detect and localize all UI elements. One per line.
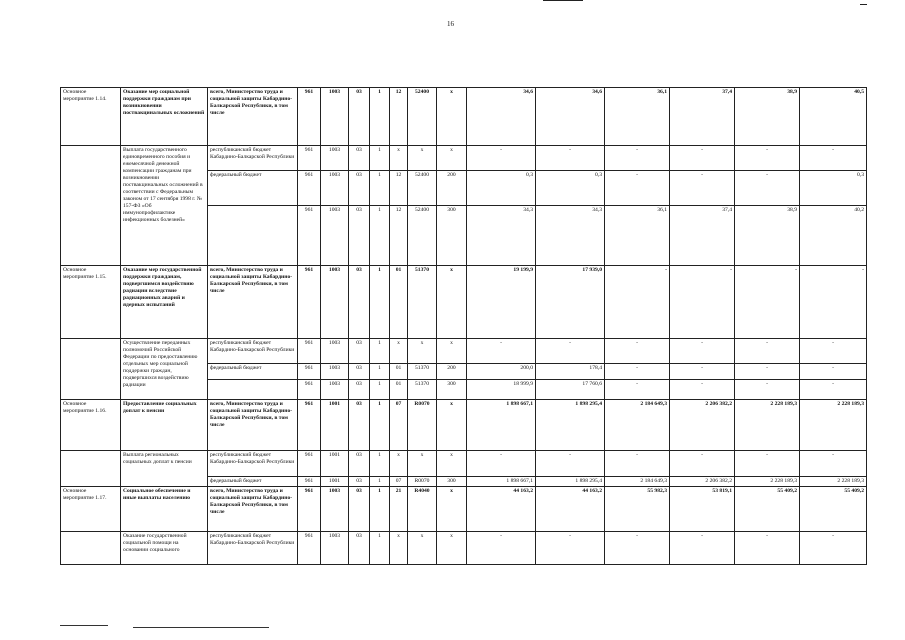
footer-line [60, 625, 108, 626]
code-cell: 300 [437, 206, 467, 266]
empty-cell [61, 532, 121, 565]
value-cell: - [605, 266, 670, 339]
value-cell: 0,3 [536, 171, 605, 206]
value-cell: 17 939,0 [536, 266, 605, 339]
code-cell: 07 [390, 400, 408, 451]
value-cell: - [800, 451, 867, 477]
table-row [61, 451, 867, 477]
value-cell: 37,4 [670, 206, 735, 266]
code-cell: 12 [390, 171, 408, 206]
funding-source-cell: всего, Министерство труда и социальной защиты Кабардино-Балкарской Республики, в том числе [208, 266, 298, 339]
measure-name-cell: Социальное обеспечение и иные выплаты населению [121, 487, 208, 532]
value-cell: - [670, 146, 735, 171]
value-cell: 2 184 649,3 [605, 477, 670, 487]
value-cell: - [605, 146, 670, 171]
code-cell: 961 [298, 171, 321, 206]
value-cell: - [670, 451, 735, 477]
code-cell: 03 [349, 451, 370, 477]
code-cell: 961 [298, 400, 321, 451]
value-cell: 55 982,3 [605, 487, 670, 532]
code-cell: 1003 [321, 88, 349, 146]
code-cell: 1003 [321, 206, 349, 266]
code-cell: 51370 [408, 364, 437, 380]
activity-name-cell: Выплата государственного единовременного пособия и ежемесячной денежной компенсации гражданам при возникновении поствакцинальных осложнений в соответствии с Федеральным законом от 17 сентября 1998 г. № 157-ФЗ «Об иммунопрофилактике инфекционных болезней» [121, 146, 208, 266]
code-cell: 21 [390, 487, 408, 532]
code-cell: 01 [390, 364, 408, 380]
code-cell: 1 [370, 339, 390, 364]
code-cell: 1 [370, 477, 390, 487]
value-cell: 178,4 [536, 364, 605, 380]
code-cell: 300 [437, 380, 467, 400]
value-cell: - [735, 266, 800, 339]
code-cell: 200 [437, 364, 467, 380]
measure-name-cell: Предоставление социальных доплат к пенсии [121, 400, 208, 451]
code-cell: 961 [298, 532, 321, 565]
funding-source-cell: республиканский бюджет Кабардино-Балкарской Республики [208, 532, 298, 565]
code-cell: 03 [349, 266, 370, 339]
value-cell: - [467, 339, 536, 364]
value-cell: 1 898 295,4 [536, 477, 605, 487]
code-cell: 03 [349, 477, 370, 487]
code-cell: х [408, 339, 437, 364]
code-cell: 03 [349, 364, 370, 380]
page-number: 16 [447, 20, 454, 28]
code-cell: 01 [390, 266, 408, 339]
measure-cell: Основное мероприятие 1.15. [61, 266, 121, 339]
code-cell: х [437, 146, 467, 171]
code-cell: 1 [370, 88, 390, 146]
code-cell: 200 [437, 171, 467, 206]
code-cell: 1003 [321, 532, 349, 565]
value-cell: 2 228 189,3 [800, 400, 867, 451]
value-cell: 55 409,2 [735, 487, 800, 532]
value-cell: 2 228 189,3 [735, 477, 800, 487]
value-cell: - [800, 146, 867, 171]
value-cell: 34,6 [536, 88, 605, 146]
value-cell: 37,4 [670, 88, 735, 146]
value-cell: 44 163,2 [536, 487, 605, 532]
code-cell: 961 [298, 487, 321, 532]
code-cell: 961 [298, 266, 321, 339]
code-cell: 1001 [321, 477, 349, 487]
value-cell: - [800, 339, 867, 364]
value-cell: - [735, 380, 800, 400]
value-cell: 34,6 [467, 88, 536, 146]
table-row [61, 88, 867, 146]
code-cell: 1003 [321, 171, 349, 206]
code-cell: R0070 [408, 400, 437, 451]
code-cell: R4040 [408, 487, 437, 532]
scan-mark [543, 0, 583, 1]
code-cell: 1 [370, 380, 390, 400]
measure-name-cell: Оказание мер государственной поддержки гражданам, подвергшимся воздействию радиации вследствие радиационных аварий и ядерных испытаний [121, 266, 208, 339]
table-row [61, 266, 867, 339]
activity-name-cell: Осуществление переданных полномочий Российской Федерации по предоставлению отдельных мер социальной поддержки граждан, подвергшихся воздействию радиации [121, 339, 208, 400]
code-cell: 1003 [321, 380, 349, 400]
value-cell: 2 228 189,3 [735, 400, 800, 451]
code-cell: х [390, 339, 408, 364]
code-cell: 1 [370, 206, 390, 266]
empty-cell [61, 339, 121, 400]
value-cell: - [670, 171, 735, 206]
funding-source-cell: республиканский бюджет Кабардино-Балкарской Республики [208, 339, 298, 364]
code-cell: 03 [349, 380, 370, 400]
value-cell: 18 999,9 [467, 380, 536, 400]
funding-source-cell: федеральный бюджет [208, 364, 298, 380]
code-cell: 1003 [321, 266, 349, 339]
value-cell: - [605, 364, 670, 380]
value-cell: - [670, 266, 735, 339]
value-cell: 1 898 295,4 [536, 400, 605, 451]
value-cell: 36,1 [605, 206, 670, 266]
funding-source-cell: республиканский бюджет Кабардино-Балкарской Республики [208, 146, 298, 171]
code-cell: 961 [298, 364, 321, 380]
empty-cell [61, 146, 121, 266]
value-cell: 2 206 382,2 [670, 400, 735, 451]
code-cell: 1 [370, 451, 390, 477]
code-cell: 01 [390, 380, 408, 400]
table-row [61, 487, 867, 532]
value-cell: - [536, 146, 605, 171]
value-cell: - [735, 364, 800, 380]
activity-name-cell: Оказание государственной социальной помощи на основании социального [121, 532, 208, 565]
code-cell: 52400 [408, 171, 437, 206]
code-cell: 12 [390, 206, 408, 266]
funding-source-cell: федеральный бюджет [208, 171, 298, 206]
value-cell: 1 898 667,1 [467, 477, 536, 487]
value-cell: 0,3 [800, 171, 867, 206]
measure-name-cell: Оказание мер социальной поддержки гражданам при возникновении поствакцинальных осложнений [121, 88, 208, 146]
value-cell: - [735, 339, 800, 364]
value-cell: - [800, 532, 867, 565]
code-cell: 961 [298, 477, 321, 487]
value-cell: - [800, 364, 867, 380]
value-cell: 17 760,6 [536, 380, 605, 400]
funding-source-cell [208, 380, 298, 400]
code-cell: х [408, 451, 437, 477]
value-cell: - [536, 451, 605, 477]
table-row [61, 146, 867, 171]
value-cell: 36,1 [605, 88, 670, 146]
code-cell: 1001 [321, 400, 349, 451]
funding-source-cell: республиканский бюджет Кабардино-Балкарской Республики [208, 451, 298, 477]
code-cell: 1 [370, 171, 390, 206]
value-cell: - [605, 451, 670, 477]
code-cell: х [437, 532, 467, 565]
funding-source-cell: всего, Министерство труда и социальной защиты Кабардино-Балкарской Республики, в том числе [208, 88, 298, 146]
scan-mark [860, 4, 867, 5]
value-cell: - [536, 339, 605, 364]
code-cell: х [390, 451, 408, 477]
code-cell: х [437, 339, 467, 364]
budget-table [60, 87, 867, 565]
code-cell: 03 [349, 400, 370, 451]
code-cell: 961 [298, 339, 321, 364]
value-cell: - [670, 339, 735, 364]
value-cell: 2 184 649,3 [605, 400, 670, 451]
footer-line [133, 627, 269, 628]
code-cell: 03 [349, 88, 370, 146]
code-cell: х [408, 532, 437, 565]
code-cell: 03 [349, 339, 370, 364]
value-cell: - [605, 532, 670, 565]
value-cell: 40,2 [800, 206, 867, 266]
code-cell: 03 [349, 171, 370, 206]
code-cell: х [390, 146, 408, 171]
code-cell: х [437, 266, 467, 339]
code-cell: 961 [298, 88, 321, 146]
value-cell: - [735, 146, 800, 171]
value-cell: - [735, 171, 800, 206]
code-cell: 07 [390, 477, 408, 487]
code-cell: 1003 [321, 487, 349, 532]
value-cell: - [605, 380, 670, 400]
value-cell: - [735, 532, 800, 565]
value-cell: 55 409,2 [800, 487, 867, 532]
code-cell: 1 [370, 364, 390, 380]
measure-cell: Основное мероприятие 1.14. [61, 88, 121, 146]
value-cell: 19 199,9 [467, 266, 536, 339]
code-cell: 03 [349, 146, 370, 171]
code-cell: 1 [370, 266, 390, 339]
funding-source-cell: всего, Министерство труда и социальной защиты Кабардино-Балкарской Республики, в том числе [208, 487, 298, 532]
value-cell: - [536, 532, 605, 565]
value-cell: - [800, 380, 867, 400]
table-row [61, 339, 867, 364]
value-cell: 40,5 [800, 88, 867, 146]
code-cell: 51370 [408, 380, 437, 400]
measure-cell: Основное мероприятие 1.17. [61, 487, 121, 532]
code-cell: х [408, 146, 437, 171]
code-cell: х [437, 451, 467, 477]
value-cell: - [605, 339, 670, 364]
code-cell: 03 [349, 487, 370, 532]
value-cell: 2 206 382,2 [670, 477, 735, 487]
value-cell: 0,3 [467, 171, 536, 206]
value-cell: 38,9 [735, 206, 800, 266]
code-cell: 300 [437, 477, 467, 487]
value-cell: - [467, 532, 536, 565]
value-cell: - [467, 451, 536, 477]
value-cell: 34,3 [536, 206, 605, 266]
table-row [61, 400, 867, 451]
code-cell: 1003 [321, 146, 349, 171]
activity-name-cell: Выплата региональных социальных доплат к пенсии [121, 451, 208, 487]
code-cell: 52400 [408, 206, 437, 266]
value-cell: - [735, 451, 800, 477]
value-cell: 53 819,1 [670, 487, 735, 532]
value-cell: - [670, 380, 735, 400]
code-cell: 1003 [321, 364, 349, 380]
code-cell: 52400 [408, 88, 437, 146]
measure-cell: Основное мероприятие 1.16. [61, 400, 121, 451]
value-cell: 44 163,2 [467, 487, 536, 532]
value-cell: - [605, 171, 670, 206]
code-cell: 1 [370, 532, 390, 565]
value-cell: - [670, 532, 735, 565]
funding-source-cell: федеральный бюджет [208, 477, 298, 487]
code-cell: 03 [349, 532, 370, 565]
value-cell: 38,9 [735, 88, 800, 146]
code-cell: 12 [390, 88, 408, 146]
code-cell: R0070 [408, 477, 437, 487]
value-cell: 200,0 [467, 364, 536, 380]
code-cell: 51370 [408, 266, 437, 339]
empty-cell [61, 451, 121, 487]
value-cell: 2 228 189,3 [800, 477, 867, 487]
code-cell: 961 [298, 206, 321, 266]
code-cell: 03 [349, 206, 370, 266]
funding-source-cell [208, 206, 298, 266]
code-cell: 1 [370, 146, 390, 171]
table-row [61, 532, 867, 565]
code-cell: 961 [298, 146, 321, 171]
code-cell: х [437, 88, 467, 146]
value-cell: - [800, 266, 867, 339]
code-cell: 1003 [321, 339, 349, 364]
code-cell: 1 [370, 400, 390, 451]
code-cell: х [437, 487, 467, 532]
code-cell: 961 [298, 380, 321, 400]
value-cell: - [467, 146, 536, 171]
code-cell: 961 [298, 451, 321, 477]
code-cell: х [390, 532, 408, 565]
value-cell: - [670, 364, 735, 380]
funding-source-cell: всего, Министерство труда и социальной защиты Кабардино-Балкарской Республики, в том числе [208, 400, 298, 451]
code-cell: 1 [370, 487, 390, 532]
value-cell: 1 898 667,1 [467, 400, 536, 451]
code-cell: х [437, 400, 467, 451]
code-cell: 1001 [321, 451, 349, 477]
value-cell: 34,3 [467, 206, 536, 266]
